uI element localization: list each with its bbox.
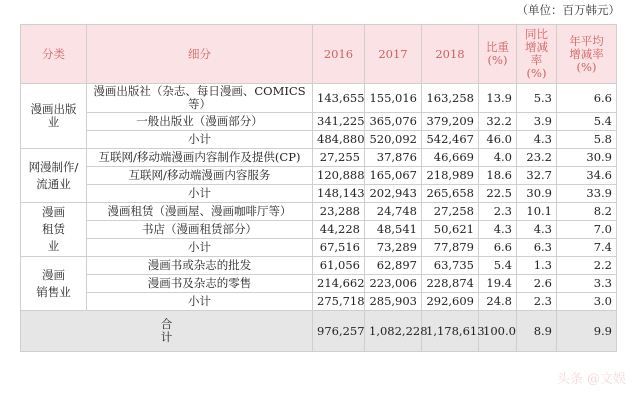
subcategory-cell [87,257,313,275]
value-cell-share: 22.5 [479,185,517,203]
value-cell-v2017: 520,092 [365,131,422,149]
value-cell-share: 4.0 [479,149,517,167]
value-cell-v2018: 63,735 [422,257,479,275]
category-label: 销售业 [36,284,71,299]
category-label: 网漫制作/ [28,159,79,174]
value-cell-v2017: 285,903 [365,293,422,311]
category-cell [21,84,87,149]
total-label: 计 [160,330,173,344]
subcategory-label: 互联网/移动端漫画内容制作及提供(CP) [98,150,301,164]
subcategory-label: 漫画出版社（杂志、每日漫画、COMICS [93,84,306,98]
subcategory-cell [87,221,313,239]
subcategory-label: 小计 [188,132,211,146]
value-cell-yoy: 1.3 [517,257,557,275]
header-2018: 2018 [422,25,479,84]
value-cell-v2017: 223,006 [365,275,422,293]
value-cell-v2016: 143,655 [313,84,365,113]
table-body [21,84,617,352]
value-cell-v2018: 218,989 [422,167,479,185]
value-cell-yoy: 5.3 [517,84,557,113]
subcategory-label: 互联网/移动端漫画内容服务 [128,168,271,182]
value-cell-avg: 6.6 [557,84,617,113]
table-row [21,185,617,203]
value-cell-share: 46.0 [479,131,517,149]
table-row [21,293,617,311]
value-cell-yoy: 3.9 [517,113,557,131]
value-cell-yoy: 2.6 [517,275,557,293]
value-cell-v2018: 27,258 [422,203,479,221]
value-cell-avg: 5.4 [557,113,617,131]
value-cell-avg: 7.4 [557,239,617,257]
value-cell-v2016: 484,880 [313,131,365,149]
header-avg-line: 增减率 [569,46,604,61]
value-cell-v2018: 77,879 [422,239,479,257]
value-cell-v2017: 165,067 [365,167,422,185]
value-cell-yoy: 10.1 [517,203,557,221]
header-share-line: (%) [487,53,508,67]
value-cell-v2018: 265,658 [422,185,479,203]
subcategory-label: 等） [188,97,211,111]
value-cell-v2016: 275,718 [313,293,365,311]
subcategory-cell [87,167,313,185]
value-cell-v2018: 292,609 [422,293,479,311]
subcategory-cell [87,84,313,113]
subcategory-cell [87,275,313,293]
subcategory-cell [87,239,313,257]
value-cell-share: 4.3 [479,221,517,239]
value-cell-avg: 5.8 [557,131,617,149]
table-row [21,149,617,167]
total-value-yoy: 8.9 [517,311,557,352]
value-cell-yoy: 4.3 [517,221,557,239]
value-cell-v2016: 44,228 [313,221,365,239]
header-yoy-line: 同比 [525,27,548,41]
header-yoy-line: 率(%) [526,53,547,80]
value-cell-yoy: 2.3 [517,293,557,311]
value-cell-yoy: 23.2 [517,149,557,167]
value-cell-share: 24.8 [479,293,517,311]
header-2017: 2017 [365,25,422,84]
category-label: 漫画 [42,267,65,282]
value-cell-avg: 3.0 [557,293,617,311]
header-category: 分类 [21,25,87,84]
subcategory-label: 小计 [188,240,211,254]
value-cell-v2018: 228,874 [422,275,479,293]
value-cell-v2016: 23,288 [313,203,365,221]
table-row [21,131,617,149]
total-label: 合 [160,317,173,331]
category-label: 漫画 [42,205,65,219]
total-label-cell [21,311,313,352]
watermark: 头条 @文娱 [556,372,626,387]
header-yoy-line: 增减 [525,40,548,54]
table-row [21,221,617,239]
value-cell-v2017: 62,897 [365,257,422,275]
subcategory-label: 漫画书或杂志的批发 [147,258,252,272]
value-cell-yoy: 30.9 [517,185,557,203]
value-cell-v2016: 27,255 [313,149,365,167]
value-cell-v2016: 120,888 [313,167,365,185]
total-value-avg: 9.9 [557,311,617,352]
header-yoy [517,25,557,84]
value-cell-avg: 2.2 [557,257,617,275]
category-label: 业 [47,239,60,253]
comics-industry-table [20,24,617,352]
table-row [21,239,617,257]
value-cell-v2017: 73,289 [365,239,422,257]
table-row [21,84,617,113]
value-cell-v2016: 341,225 [313,113,365,131]
total-value-v2017: 1,082,228 [365,311,422,352]
total-value-v2016: 976,257 [313,311,365,352]
value-cell-v2016: 214,662 [313,275,365,293]
value-cell-avg: 30.9 [557,149,617,167]
value-cell-yoy: 32.7 [517,167,557,185]
subcategory-label: 小计 [188,186,211,200]
value-cell-v2016: 61,056 [313,257,365,275]
subcategory-cell [87,293,313,311]
table-row [21,167,617,185]
subcategory-label: 书店（漫画租赁部分） [142,222,257,236]
value-cell-v2018: 379,209 [422,113,479,131]
table-row [21,275,617,293]
category-label: 漫画出版业 [30,102,77,129]
header-share-line: 比重 [486,40,509,54]
subcategory-cell [87,149,313,167]
value-cell-avg: 33.9 [557,185,617,203]
subcategory-cell [87,185,313,203]
value-cell-v2018: 50,621 [422,221,479,239]
value-cell-v2016: 67,516 [313,239,365,257]
subcategory-label: 漫画租赁（漫画屋、漫画咖啡厅等） [107,204,292,218]
value-cell-v2017: 24,748 [365,203,422,221]
value-cell-v2017: 202,943 [365,185,422,203]
header-subcategory: 细分 [87,25,313,84]
value-cell-share: 13.9 [479,84,517,113]
value-cell-yoy: 4.3 [517,131,557,149]
header-share [479,25,517,84]
value-cell-v2017: 37,876 [365,149,422,167]
header-avg-line: 年平均 [569,33,604,48]
subcategory-cell [87,113,313,131]
header-avg-line: (%) [576,59,597,74]
subcategory-label: 一般出版业（漫画部分） [136,114,263,128]
total-value-share: 100.0 [479,311,517,352]
value-cell-v2017: 155,016 [365,84,422,113]
table-row [21,257,617,275]
header-row [21,25,617,84]
category-label: 租赁 [42,222,65,236]
value-cell-v2016: 148,143 [313,185,365,203]
total-value-v2018: 1,178,613 [422,311,479,352]
value-cell-share: 2.3 [479,203,517,221]
value-cell-share: 18.6 [479,167,517,185]
value-cell-share: 6.6 [479,239,517,257]
value-cell-avg: 3.3 [557,275,617,293]
subcategory-cell [87,203,313,221]
value-cell-avg: 34.6 [557,167,617,185]
value-cell-share: 19.4 [479,275,517,293]
value-cell-v2017: 48,541 [365,221,422,239]
subcategory-label: 漫画书及杂志的零售 [147,276,252,290]
subcategory-cell [87,131,313,149]
category-cell [21,257,87,311]
value-cell-avg: 7.0 [557,221,617,239]
value-cell-v2017: 365,076 [365,113,422,131]
total-row [21,311,617,352]
category-cell [21,149,87,203]
value-cell-share: 5.4 [479,257,517,275]
unit-note: （单位：百万韩元） [516,3,620,17]
value-cell-share: 32.2 [479,113,517,131]
header-avg [557,25,617,84]
value-cell-v2018: 542,467 [422,131,479,149]
value-cell-avg: 8.2 [557,203,617,221]
value-cell-yoy: 6.3 [517,239,557,257]
table-row [21,113,617,131]
category-label: 流通业 [36,176,71,191]
table-row [21,203,617,221]
header-2016: 2016 [313,25,365,84]
value-cell-v2018: 46,669 [422,149,479,167]
value-cell-v2018: 163,258 [422,84,479,113]
subcategory-label: 小计 [188,294,211,308]
category-cell [21,203,87,257]
